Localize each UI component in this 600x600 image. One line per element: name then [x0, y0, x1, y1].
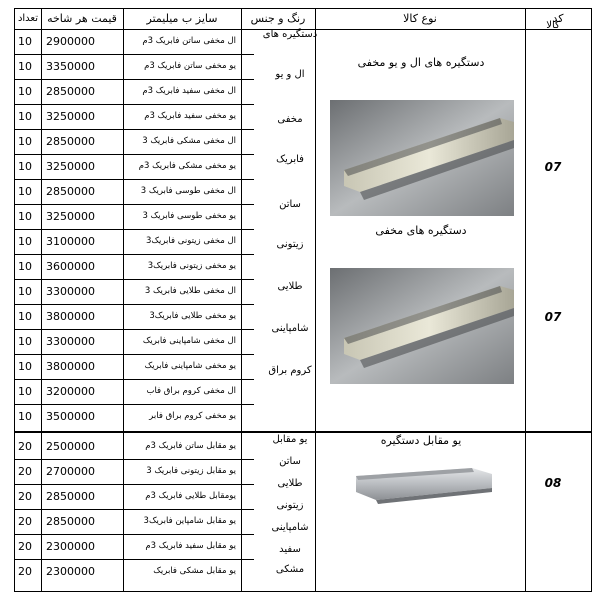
table-row: [14, 404, 254, 429]
color-label: مشکی: [275, 564, 305, 575]
table-row: [14, 229, 254, 254]
product-title: دستگیره های ال و یو مخفی: [357, 56, 485, 69]
size-cell: یو مخفی سفید فابریک 3م: [144, 111, 236, 121]
price-cell: 3600000: [46, 260, 95, 273]
size-cell: ال مخفی زیتونی فابریک3: [145, 236, 236, 246]
size-cell: یو مخفی کروم براق فابر: [149, 411, 236, 421]
size-cell: یو مقابل مشکی فابریک: [153, 566, 236, 576]
qty-cell: 10: [18, 310, 32, 323]
table-row: [14, 154, 254, 179]
color-label: زیتونی: [276, 239, 304, 250]
table-row: [14, 534, 254, 559]
price-cell: 3300000: [46, 335, 95, 348]
price-cell: 2900000: [46, 35, 95, 48]
price-cell: 3100000: [46, 235, 95, 248]
price-cell: 3500000: [46, 410, 95, 423]
qty-cell: 10: [18, 135, 32, 148]
table-row: [14, 434, 254, 459]
size-cell: یو مقابل زیتونی فابریک 3: [146, 466, 236, 476]
size-cell: یو مخفی طوسی فابریک 3: [142, 211, 236, 221]
qty-cell: 20: [18, 565, 32, 578]
price-cell: 3300000: [46, 285, 95, 298]
price-cell: 3350000: [46, 60, 95, 73]
color-label: فابریک: [276, 154, 304, 165]
size-cell: یو مخفی زیتونی فابریک3: [147, 261, 236, 271]
qty-cell: 10: [18, 260, 32, 273]
qty-cell: 20: [18, 465, 32, 478]
product-photo-hidden-handle: [330, 100, 514, 216]
header-price: قیمت هر شاخه: [47, 12, 117, 25]
qty-cell: 10: [18, 110, 32, 123]
size-cell: یو مخفی ساتن فابریک 3م: [144, 61, 236, 71]
table-row: [14, 179, 254, 204]
price-cell: 2850000: [46, 185, 95, 198]
header-color-material: رنگ و جنس: [250, 12, 306, 25]
table-row: [14, 509, 254, 534]
size-cell: یو مقابل ساتن فابریک 3م: [145, 441, 236, 451]
qty-cell: 10: [18, 185, 32, 198]
price-cell: 2850000: [46, 135, 95, 148]
table-row: [14, 104, 254, 129]
price-cell: 3200000: [46, 385, 95, 398]
size-cell: یومقابل طلایی فابریک 3م: [145, 491, 236, 501]
color-label: کروم براق: [268, 365, 312, 376]
qty-cell: 10: [18, 210, 32, 223]
qty-cell: 20: [18, 515, 32, 528]
color-label: طلایی: [277, 478, 303, 489]
header-qty: تعداد: [17, 13, 39, 24]
color-label: ال و یو: [275, 69, 305, 80]
product-code: 08: [544, 476, 562, 490]
qty-cell: 10: [18, 285, 32, 298]
header-code: کد: [552, 12, 564, 25]
col-divider: [525, 9, 526, 591]
qty-cell: 10: [18, 410, 32, 423]
price-cell: 2700000: [46, 465, 95, 478]
product-photo-u-channel: [352, 466, 496, 510]
row-divider: [14, 431, 592, 433]
table-row: [14, 79, 254, 104]
color-label: شامپاینی: [271, 323, 309, 334]
price-cell: 3800000: [46, 360, 95, 373]
qty-cell: 10: [18, 385, 32, 398]
product-code: 07: [544, 160, 562, 174]
header-product-type: نوع کالا: [403, 12, 437, 25]
size-cell: یو مخفی مشکی فابریک 3م: [138, 161, 236, 171]
size-cell: یو مخفی شامپاینی فابریک: [144, 361, 236, 371]
color-label: شامپاینی: [271, 522, 309, 533]
table-row: [14, 204, 254, 229]
qty-cell: 10: [18, 235, 32, 248]
price-cell: 2850000: [46, 490, 95, 503]
price-cell: 2300000: [46, 565, 95, 578]
size-cell: ال مخفی مشکی فابریک 3: [142, 136, 236, 146]
product-title: دستگیره های مخفی: [375, 224, 467, 237]
price-cell: 2850000: [46, 85, 95, 98]
table-row: [14, 459, 254, 484]
table-row: [14, 54, 254, 79]
qty-cell: 20: [18, 540, 32, 553]
size-cell: ال مخفی طلایی فابریک 3: [144, 286, 236, 296]
table-row: [14, 279, 254, 304]
qty-cell: 10: [18, 35, 32, 48]
qty-cell: 20: [18, 440, 32, 453]
table-row: [14, 254, 254, 279]
qty-cell: 10: [18, 360, 32, 373]
price-cell: 2500000: [46, 440, 95, 453]
table-row: [14, 129, 254, 154]
color-label: سفید: [279, 544, 301, 555]
size-cell: یو مخفی طلایی فابریک3: [149, 311, 236, 321]
size-cell: ال مخفی سفید فابریک 3م: [142, 86, 236, 96]
qty-cell: 20: [18, 490, 32, 503]
table-row: [14, 484, 254, 509]
size-cell: یو مقابل سفید فابریک 3م: [145, 541, 236, 551]
size-cell: ال مخفی شامپاینی فابریک: [142, 336, 236, 346]
price-cell: 3800000: [46, 310, 95, 323]
group2-colors: [254, 434, 326, 584]
qty-cell: 10: [18, 85, 32, 98]
color-label: ساتن: [279, 456, 301, 467]
table-row: [14, 354, 254, 379]
table-row: [14, 559, 254, 584]
product-code: 07: [544, 310, 562, 324]
color-label: مخفی: [277, 114, 303, 125]
table-row: [14, 379, 254, 404]
qty-cell: 10: [18, 335, 32, 348]
color-label: زیتونی: [276, 500, 304, 511]
price-cell: 3250000: [46, 210, 95, 223]
table-row: [14, 329, 254, 354]
code-column-label: کالا: [546, 20, 560, 31]
color-label: یو مقابل: [272, 434, 308, 445]
group1-colors: [254, 29, 326, 429]
size-cell: ال مخفی طوسی فابریک 3: [140, 186, 236, 196]
price-cell: 3250000: [46, 110, 95, 123]
table-row: [14, 29, 254, 54]
color-label: دستگیره های: [262, 29, 318, 40]
size-cell: ال مخفی کروم براق فاب: [146, 386, 236, 396]
qty-cell: 10: [18, 160, 32, 173]
price-cell: 2850000: [46, 515, 95, 528]
size-cell: ال مخفی ساتن فابریک 3م: [142, 36, 236, 46]
price-cell: 3250000: [46, 160, 95, 173]
qty-cell: 10: [18, 60, 32, 73]
size-cell: یو مقابل شامپاین فابریک3: [143, 516, 236, 526]
header-size: سایز ب میلیمتر: [146, 12, 218, 25]
product-photo-hidden-handle: [330, 268, 514, 384]
color-label: ساتن: [279, 199, 301, 210]
color-label: طلایی: [277, 281, 303, 292]
price-cell: 2300000: [46, 540, 95, 553]
product-title: یو مقابل دستگیره: [380, 434, 462, 447]
table-row: [14, 304, 254, 329]
